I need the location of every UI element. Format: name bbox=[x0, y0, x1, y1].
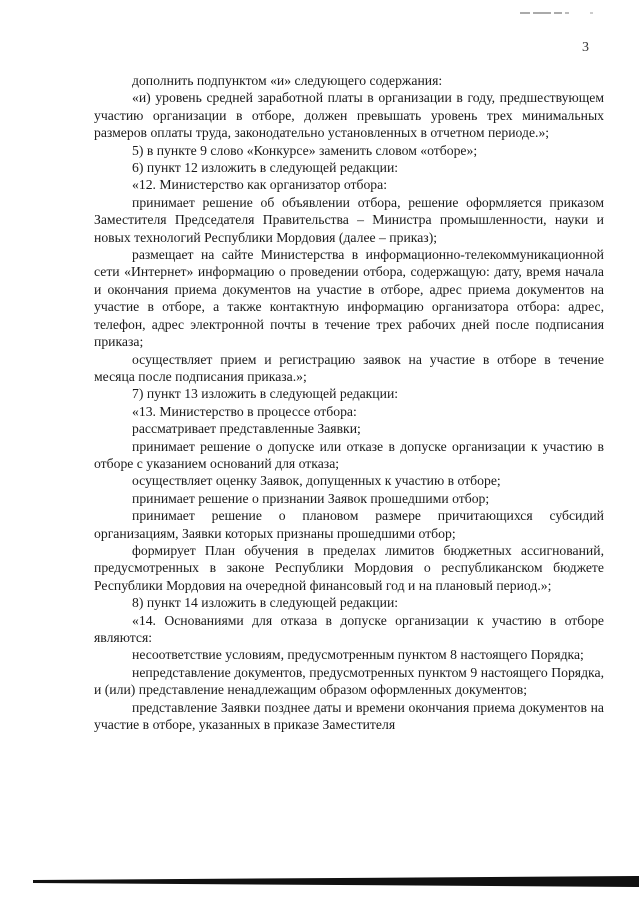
paragraph: формирует План обучения в пределах лимитов бюджетных ассигнований, предусмотренных в законе Республики Мордовия о республиканском бюджете Республики Мордовия на очередной финансовый год и на плановый период.»; bbox=[94, 542, 604, 593]
paragraph: «12. Министерство как организатор отбора: bbox=[132, 177, 388, 193]
page-number: 3 bbox=[582, 40, 589, 55]
paragraph: «и) уровень средней заработной платы в организации в году, предшествующем участию организации в отборе, должен превышать уровень трех минимальных размеров оплаты труда, законодательно установленных в отчетном периоде.»; bbox=[94, 90, 604, 141]
scan-artifact bbox=[520, 4, 600, 12]
document-body bbox=[94, 72, 604, 733]
paragraph: осуществляет оценку Заявок, допущенных к участию в отборе; bbox=[132, 473, 501, 489]
paragraph: рассматривает представленные Заявки; bbox=[132, 421, 361, 437]
paragraph: размещает на сайте Министерства в информационно-телекоммуникационной сети «Интернет» информацию о проведении отбора, содержащую: дату, время начала и окончания приема документов на участие в отборе, адрес приема документов на участие в отборе, а также контактную информацию организатора отбора: адрес, телефон, адрес электронной почты в течение трех рабочих дней после подписания приказа; bbox=[94, 247, 604, 350]
paragraph: осуществляет прием и регистрацию заявок на участие в отборе в течение месяца после подписания приказа.»; bbox=[94, 351, 604, 384]
paragraph: «13. Министерство в процессе отбора: bbox=[132, 403, 357, 419]
paragraph: принимает решение о допуске или отказе в допуске организации к участию в отборе с указанием оснований для отказа; bbox=[94, 438, 604, 471]
paragraph: «14. Основаниями для отказа в допуске организации к участию в отборе являются: bbox=[94, 612, 604, 645]
paragraph: дополнить подпунктом «и» следующего содержания: bbox=[132, 73, 443, 88]
scan-edge-line bbox=[33, 874, 639, 888]
paragraph: принимает решение об объявлении отбора, решение оформляется приказом Заместителя Председателя Правительства – Министра промышленности, науки и новых технологий Республики Мордовия (далее – приказ); bbox=[94, 194, 604, 245]
paragraph: 7) пункт 13 изложить в следующей редакции: bbox=[132, 386, 399, 402]
paragraph: непредставление документов, предусмотренных пунктом 9 настоящего Порядка, и (или) представление ненадлежащим образом оформленных документов; bbox=[94, 664, 604, 698]
paragraph: принимает решение о признании Заявок прошедшими отбор; bbox=[132, 490, 490, 506]
paragraph: принимает решение о плановом размере причитающихся субсидий организациям, Заявки которых признаны прошедшими отбор; bbox=[94, 508, 604, 541]
paragraph: 5) в пункте 9 слово «Конкурсе» заменить словом «отборе»; bbox=[132, 142, 478, 158]
paragraph: 6) пункт 12 изложить в следующей редакции: bbox=[132, 160, 399, 176]
paragraph: представление Заявки позднее даты и времени окончания приема документов на участие в отборе, указанных в приказе Заместителя bbox=[94, 699, 604, 733]
paragraph: несоответствие условиям, предусмотренным пунктом 8 настоящего Порядка; bbox=[132, 647, 584, 663]
paragraph: 8) пункт 14 изложить в следующей редакции: bbox=[132, 595, 399, 611]
